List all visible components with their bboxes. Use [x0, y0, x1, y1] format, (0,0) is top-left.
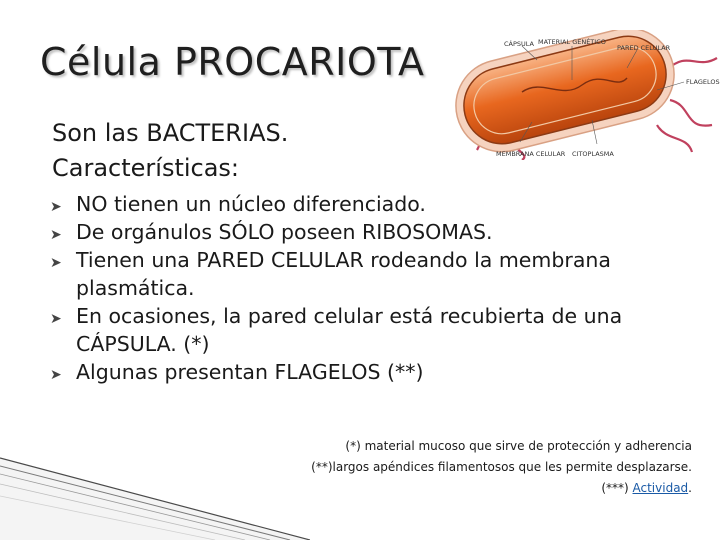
list-item — [50, 218, 700, 246]
list-item — [50, 358, 700, 386]
list-item-text: En ocasiones, la pared celular está recubierta de una CÁPSULA. (*) — [76, 304, 623, 356]
list-item-text: Algunas presentan FLAGELOS (**) — [76, 360, 424, 384]
list-item — [50, 302, 700, 358]
list-item-text: NO tienen un núcleo diferenciado. — [76, 192, 426, 216]
decorative-corner-swoosh — [0, 440, 310, 540]
footnote-flagelos: (**)largos apéndices filamentosos que les permite desplazarse. — [311, 460, 692, 474]
label-pared-celular: PARED CELULAR — [617, 44, 671, 52]
list-item — [50, 246, 700, 302]
label-membrana-celular: MEMBRANA CELULAR — [496, 150, 566, 158]
list-item-text: Tienen una PARED CELULAR rodeando la membrana plasmática. — [76, 248, 611, 300]
bacteria-diagram — [452, 30, 720, 160]
arrow-bullet-icon: ➤ — [50, 367, 62, 383]
arrow-bullet-icon: ➤ — [50, 199, 62, 215]
bacteria-illustration — [452, 30, 720, 160]
list-item — [50, 190, 700, 218]
characteristics-list — [50, 190, 700, 386]
footnote-actividad-suffix: . — [688, 481, 692, 495]
intro-line-2: Características: — [52, 154, 240, 182]
label-citoplasma: CITOPLASMA — [572, 150, 614, 158]
footnote-capsula: (*) material mucoso que sirve de protección y adherencia — [345, 439, 692, 453]
arrow-bullet-icon: ➤ — [50, 227, 62, 243]
label-material-genetico: MATERIAL GENÉTICO — [538, 38, 606, 46]
actividad-link[interactable]: Actividad — [632, 481, 689, 495]
intro-line-1: Son las BACTERIAS. — [52, 119, 289, 147]
arrow-bullet-icon: ➤ — [50, 311, 62, 327]
label-capsula: CÁPSULA — [504, 40, 535, 48]
list-item-text: De orgánulos SÓLO poseen RIBOSOMAS. — [76, 220, 493, 244]
footnote-actividad-prefix: (***) — [601, 481, 633, 495]
arrow-bullet-icon: ➤ — [50, 255, 62, 271]
slide-title: Célula PROCARIOTA — [40, 40, 425, 84]
label-flagelos: FLAGELOS — [686, 78, 720, 86]
intro-text — [52, 116, 288, 186]
